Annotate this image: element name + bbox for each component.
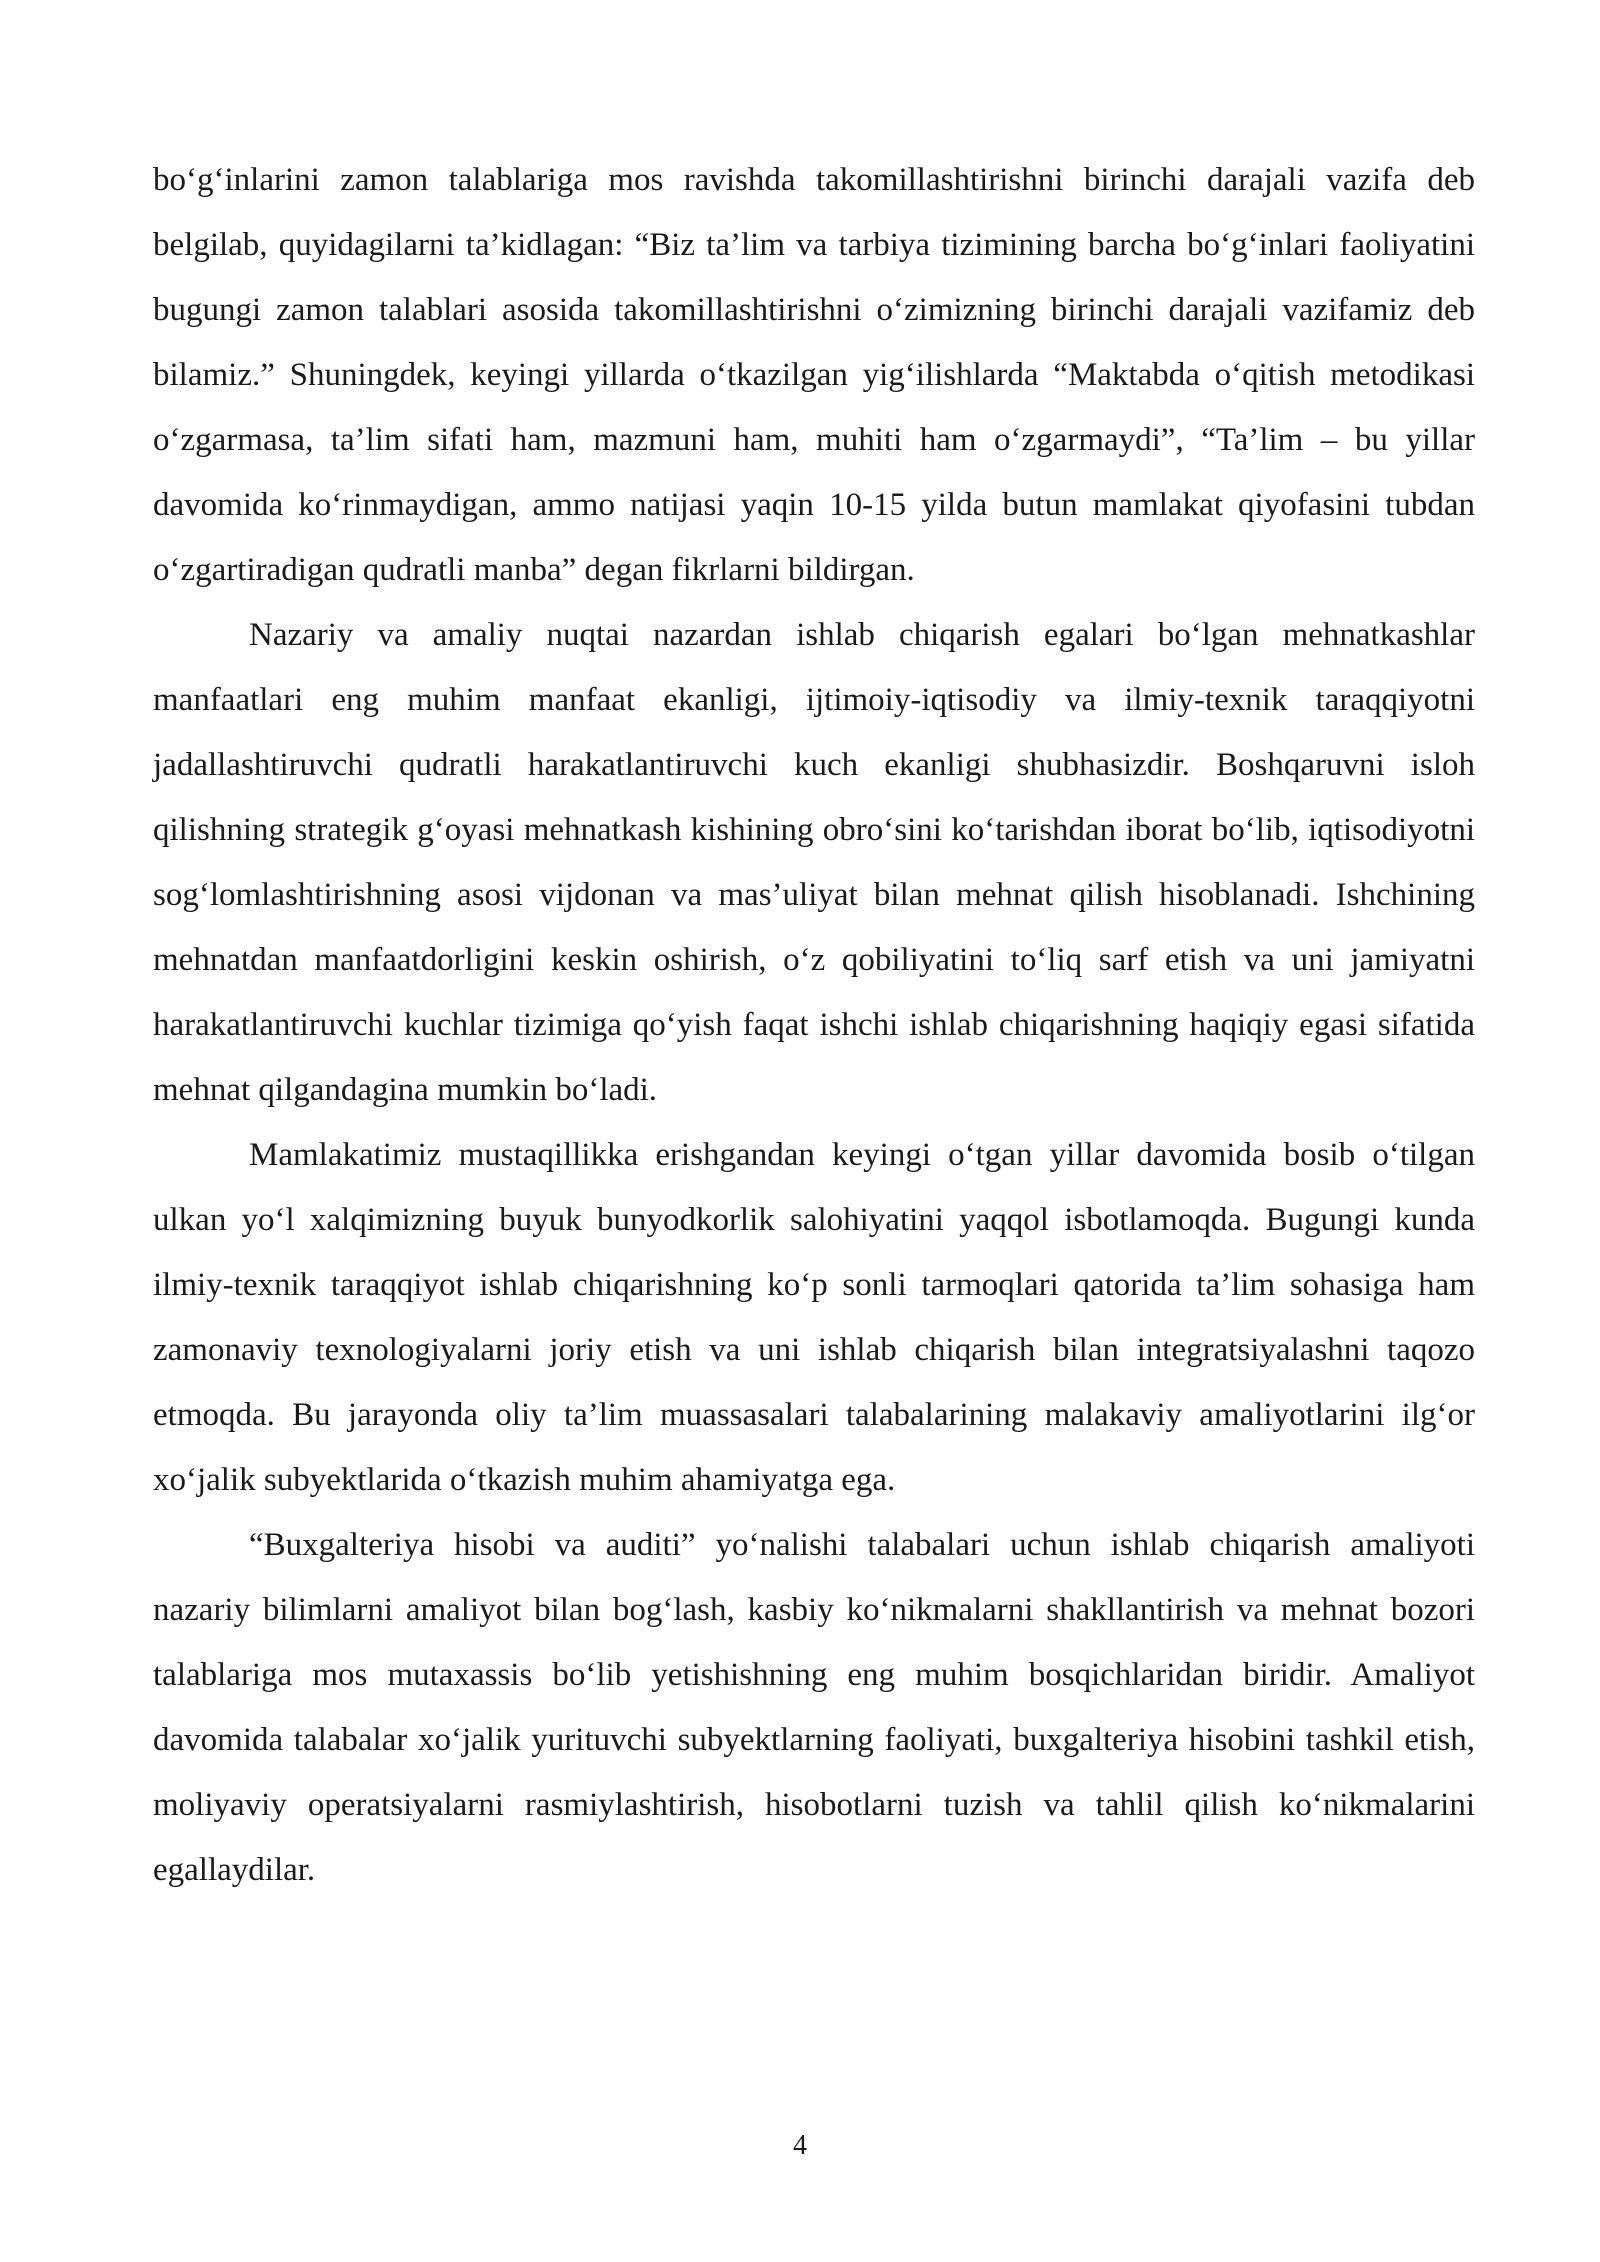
paragraph-3: Mamlakatimiz mustaqillikka erishgandan keyingi o‘tgan yillar davomida bosib o‘tilgan ulkan yo‘l xalqimizning buyuk bunyodkorlik salohiyatini yaqqol isbotlamoqda. Bugungi kunda ilmiy-texnik taraqqiyot ishlab chiqarishning ko‘p sonli tarmoqlari qatorida ta’lim sohasiga ham zamonaviy texnologiyalarni joriy etish va uni ishlab chiqarish bilan integratsiyalashni taqozo etmoqda. Bu jarayonda oliy ta’lim muassasalari talabalarining malakaviy amaliyotlarini ilg‘or xo‘jalik subyektlarida o‘tkazish muhim ahamiyatga ega.	[153, 1137, 1475, 1498]
body-text	[153, 148, 1475, 1903]
page-number: 4	[793, 2130, 807, 2161]
paragraph-1: bo‘g‘inlarini zamon talablariga mos ravishda takomillashtirishni birinchi darajali vazifa deb belgilab, quyidagilarni ta’kidlagan: “Biz ta’lim va tarbiya tizimining barcha bo‘g‘inlari faoliyatini bugungi zamon talablari asosida takomillashtirishni o‘zimizning birinchi darajali vazifamiz deb bilamiz.” Shuningdek, keyingi yillarda o‘tkazilgan yig‘ilishlarda “Maktabda o‘qitish metodikasi o‘zgarmasa, ta’lim sifati ham, mazmuni ham, muhiti ham o‘zgarmaydi”, “Ta’lim – bu yillar davomida ko‘rinmaydigan, ammo natijasi yaqin 10-15 yilda butun mamlakat qiyofasini tubdan o‘zgartiradigan qudratli manba” degan fikrlarni bildirgan.	[153, 162, 1475, 588]
paragraph-2: Nazariy va amaliy nuqtai nazardan ishlab chiqarish egalari bo‘lgan mehnatkashlar manfaatlari eng muhim manfaat ekanligi, ijtimoiy-iqtisodiy va ilmiy-texnik taraqqiyotni jadallashtiruvchi qudratli harakatlantiruvchi kuch ekanligi shubhasizdir. Boshqaruvni isloh qilishning strategik g‘oyasi mehnatkash kishining obro‘sini ko‘tarishdan iborat bo‘lib, iqtisodiyotni sog‘lomlashtirishning asosi vijdonan va mas’uliyat bilan mehnat qilish hisoblanadi. Ishchining mehnatdan manfaatdorligini keskin oshirish, o‘z qobiliyatini to‘liq sarf etish va uni jamiyatni harakatlantiruvchi kuchlar tizimiga qo‘yish faqat ishchi ishlab chiqarishning haqiqiy egasi sifatida mehnat qilgandagina mumkin bo‘ladi.	[153, 617, 1475, 1108]
paragraph-4: “Buxgalteriya hisobi va auditi” yo‘nalishi talabalari uchun ishlab chiqarish amaliyoti nazariy bilimlarni amaliyot bilan bog‘lash, kasbiy ko‘nikmalarni shakllantirish va mehnat bozori talablariga mos mutaxassis bo‘lib yetishishning eng muhim bosqichlaridan biridir. Amaliyot davomida talabalar xo‘jalik yurituvchi subyektlarning faoliyati, buxgalteriya hisobini tashkil etish, moliyaviy operatsiyalarni rasmiylashtirish, hisobotlarni tuzish va tahlil qilish ko‘nikmalarini egallaydilar.	[153, 1527, 1475, 1888]
